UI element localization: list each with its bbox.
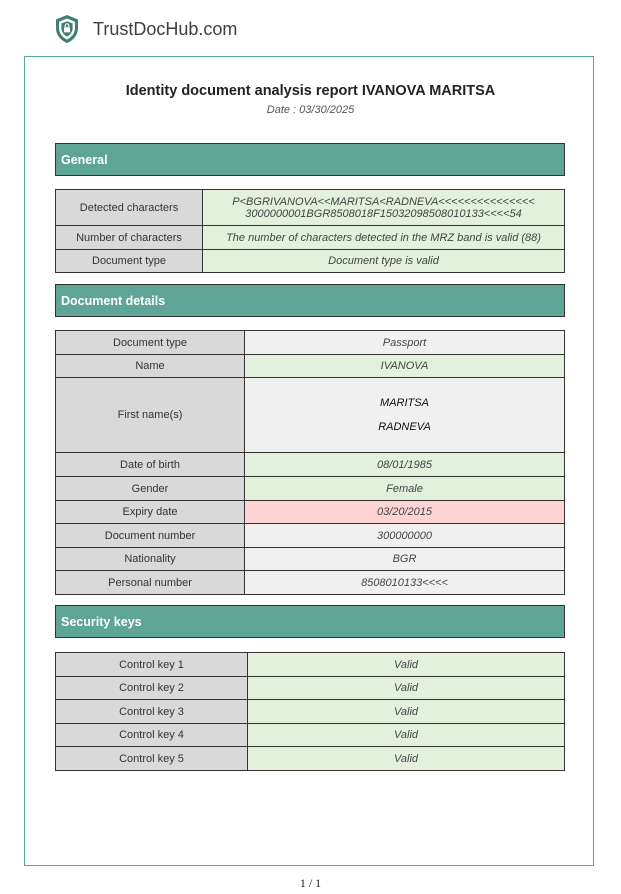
page-number: 1 / 1 bbox=[299, 876, 322, 890]
dob-value: 08/01/1985 bbox=[245, 453, 565, 477]
mrz-line-1: P<BGRIVANOVA<<MARITSA<RADNEVA<<<<<<<<<<<<<<< bbox=[232, 195, 535, 208]
gender-label: Gender bbox=[56, 477, 245, 501]
mrz-line-2: 3000000001BGR8508018F15032098508010133<<<<54 bbox=[245, 207, 522, 220]
table-row bbox=[56, 524, 565, 548]
section-general-header bbox=[55, 143, 565, 176]
personal-number-value: 8508010133<<<< bbox=[245, 571, 565, 595]
name-label: Name bbox=[56, 355, 245, 378]
document-number-value: 300000000 bbox=[245, 524, 565, 548]
section-security-header bbox=[55, 605, 565, 638]
first-names-value bbox=[245, 378, 565, 453]
document-number-label: Document number bbox=[56, 524, 245, 548]
shield-lock-icon bbox=[54, 14, 80, 44]
character-count-label: Number of characters bbox=[56, 226, 203, 250]
control-key-label: Control key 5 bbox=[56, 747, 248, 771]
document-type-value: Document type is valid bbox=[203, 250, 565, 273]
document-type-label: Document type bbox=[56, 250, 203, 273]
doc-type-label: Document type bbox=[56, 331, 245, 355]
mrz-value bbox=[203, 190, 565, 226]
name-value: IVANOVA bbox=[245, 355, 565, 378]
table-row bbox=[56, 653, 565, 677]
character-count-value: The number of characters detected in the MRZ band is valid (88) bbox=[203, 226, 565, 250]
personal-number-label: Personal number bbox=[56, 571, 245, 595]
doc-type-value: Passport bbox=[245, 331, 565, 355]
table-row bbox=[56, 571, 565, 595]
dob-label: Date of birth bbox=[56, 453, 245, 477]
general-table bbox=[55, 189, 565, 273]
table-row bbox=[56, 700, 565, 724]
table-row bbox=[56, 747, 565, 771]
nationality-value: BGR bbox=[245, 548, 565, 571]
table-row bbox=[56, 378, 565, 453]
first-name-1: MARITSA bbox=[380, 397, 429, 409]
detected-characters-label: Detected characters bbox=[56, 190, 203, 226]
brand-name[interactable]: TrustDocHub.com bbox=[93, 18, 238, 39]
table-row bbox=[56, 355, 565, 378]
control-key-label: Control key 3 bbox=[56, 700, 248, 724]
control-key-value: Valid bbox=[248, 724, 565, 747]
section-title: Security keys bbox=[61, 614, 142, 629]
table-row bbox=[56, 548, 565, 571]
control-key-value: Valid bbox=[248, 747, 565, 771]
table-row bbox=[56, 250, 565, 273]
control-key-label: Control key 1 bbox=[56, 653, 248, 677]
first-name-2: RADNEVA bbox=[378, 421, 431, 433]
gender-value: Female bbox=[245, 477, 565, 501]
control-key-value: Valid bbox=[248, 653, 565, 677]
expiry-label: Expiry date bbox=[56, 501, 245, 524]
control-key-label: Control key 2 bbox=[56, 677, 248, 700]
section-title: General bbox=[61, 152, 108, 167]
section-details-header bbox=[55, 284, 565, 317]
section-title: Document details bbox=[61, 293, 166, 308]
nationality-label: Nationality bbox=[56, 548, 245, 571]
table-row bbox=[56, 677, 565, 700]
table-row bbox=[56, 190, 565, 226]
security-keys-table bbox=[55, 652, 565, 771]
brand-header bbox=[54, 14, 237, 44]
expiry-value: 03/20/2015 bbox=[245, 501, 565, 524]
table-row bbox=[56, 724, 565, 747]
details-table bbox=[55, 330, 565, 595]
table-row bbox=[56, 331, 565, 355]
table-row bbox=[56, 477, 565, 501]
control-key-value: Valid bbox=[248, 700, 565, 724]
control-key-value: Valid bbox=[248, 677, 565, 700]
table-row bbox=[56, 226, 565, 250]
first-names-label: First name(s) bbox=[56, 378, 245, 453]
control-key-label: Control key 4 bbox=[56, 724, 248, 747]
report-date: Date : 03/30/2025 bbox=[266, 104, 355, 116]
report-title: Identity document analysis report IVANOVA MARITSA bbox=[125, 83, 496, 99]
table-row bbox=[56, 453, 565, 477]
table-row bbox=[56, 501, 565, 524]
